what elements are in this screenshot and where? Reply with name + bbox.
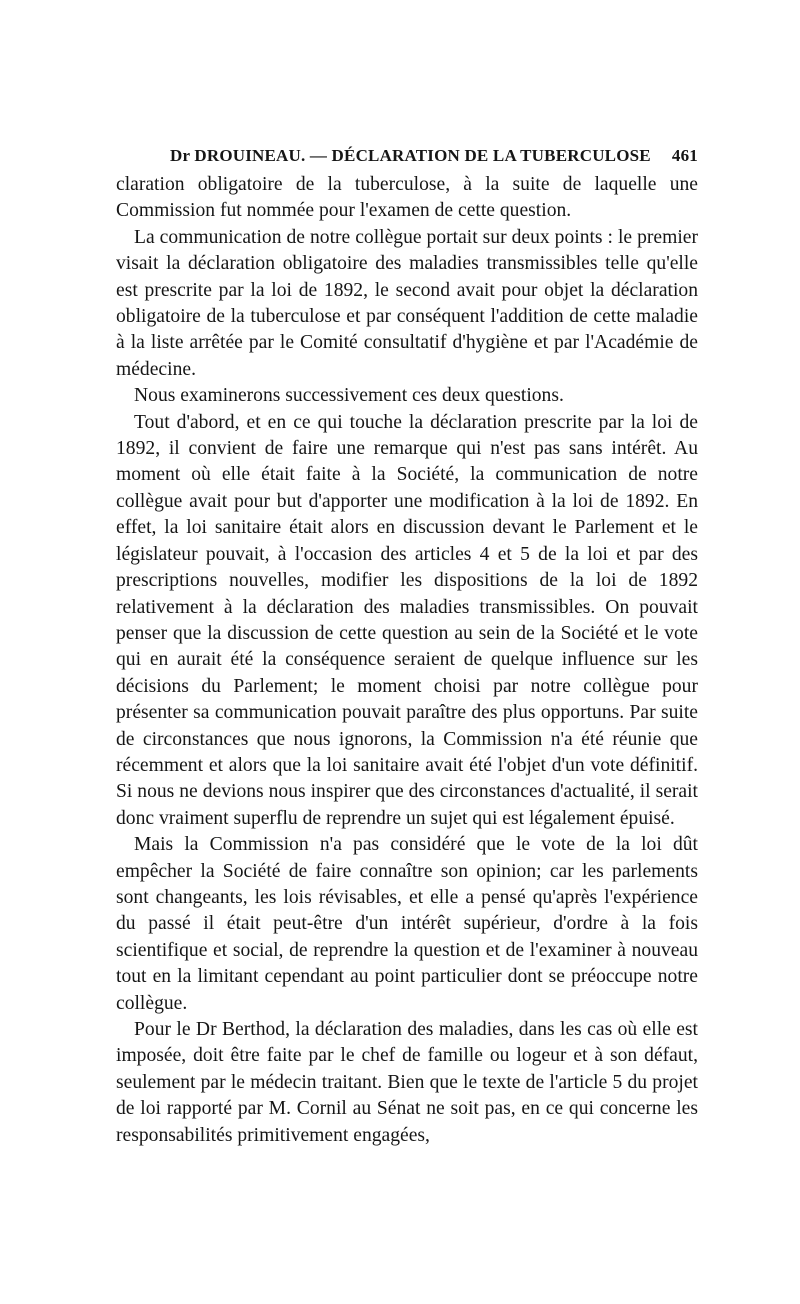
paragraph: Pour le Dr Berthod, la déclaration des maladies, dans les cas où elle est imposée, doit être faite par le chef de famille ou logeur et à son défaut, seulement par le médecin traitant. Bien que le texte de l'article 5 du projet de loi rapporté par M. Cornil au Sénat ne soit pas, en ce qui concerne les responsabilités primitivement engagées,	[116, 1019, 698, 1146]
running-title: Dr DROUINEAU. — DÉCLARATION DE LA TUBERCULOSE	[170, 146, 651, 165]
running-header	[170, 146, 698, 170]
paragraph: claration obligatoire de la tuberculose, à la suite de laquelle une Commission fut nommée pour l'examen de cette question.	[116, 174, 698, 222]
paragraph: Nous examinerons successivement ces deux questions.	[134, 385, 564, 407]
page-number: 461	[671, 146, 698, 165]
body-text	[116, 172, 698, 1149]
paragraph: Mais la Commission n'a pas considéré que le vote de la loi dût empêcher la Société de faire connaître son opinion; car les parlements sont changeants, les lois révisables, et elle a pensé qu'après l'expérience du passé il était peut-être d'un intérêt supérieur, d'ordre à la fois scientifique et social, de reprendre la question et de l'examiner à nouveau tout en la limitant cependant au point particulier dont se préoccupe notre collègue.	[116, 834, 698, 1014]
paragraph: Tout d'abord, et en ce qui touche la déclaration prescrite par la loi de 1892, il convient de faire une remarque qui n'est pas sans intérêt. Au moment où elle était faite à la Société, la communication de notre collègue avait pour but d'apporter une modification à la loi de 1892. En effet, la loi sanitaire était alors en discussion devant le Parlement et le législateur pouvait, à l'occasion des articles 4 et 5 de la loi et par des prescriptions nouvelles, modifier les dispositions de la loi de 1892 relativement à la déclaration des maladies transmissibles. On pouvait penser que la discussion de cette question au sein de la Société et le vote qui en aurait été la conséquence seraient de quelque influence sur les décisions du Parlement; le moment choisi par notre collègue pour présenter sa communication pouvait paraître des plus opportuns. Par suite de circonstances que nous ignorons, la Commission n'a été réunie que récemment et alors que la loi sanitaire avait été l'objet d'un vote définitif. Si nous ne devions nous inspirer que des circonstances d'actualité, il serait donc vraiment superflu de reprendre un sujet qui est légalement épuisé.	[116, 411, 698, 829]
paragraph: La communication de notre collègue portait sur deux points : le premier visait la déclaration obligatoire des maladies transmissibles telle qu'elle est prescrite par la loi de 1892, le second avait pour objet la déclaration obligatoire de la tuberculose et par conséquent l'addition de cette maladie à la liste arrêtée par le Comité consultatif d'hygiène et par l'Académie de médecine.	[116, 226, 698, 380]
